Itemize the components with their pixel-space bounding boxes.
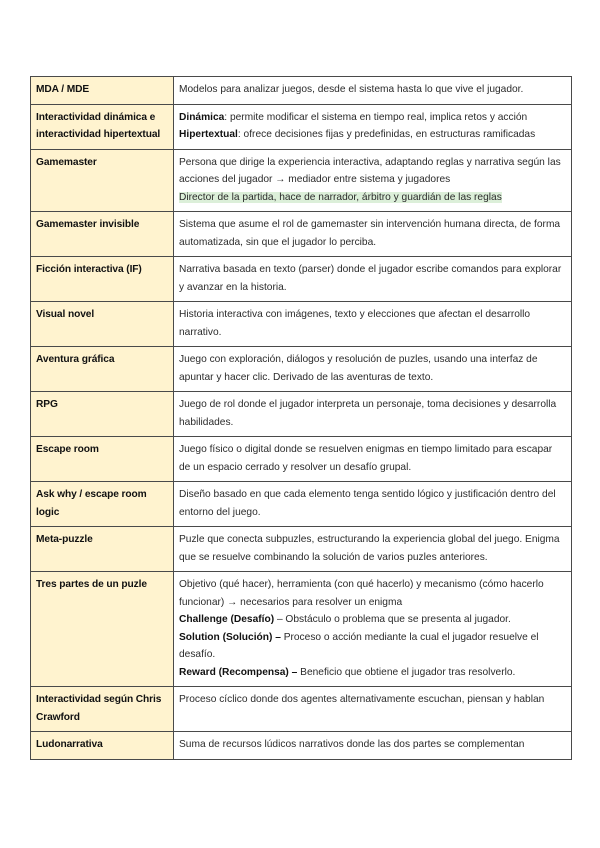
table-row (31, 437, 572, 482)
definition-label: Challenge (Desafío) (179, 614, 275, 625)
definition-label: Solution (Solución) – (179, 631, 281, 643)
term-cell: Gamemaster invisible (31, 212, 174, 257)
table-row (31, 572, 572, 687)
definition-line (179, 126, 566, 144)
term-cell: Interactividad según Chris Crawford (31, 687, 174, 732)
definition-cell (174, 572, 572, 687)
definition-text: : ofrece decisiones fijas y predefinidas, en estructuras ramificadas (237, 129, 536, 140)
definition-text: Objetivo (qué hacer), herramienta (con qué hacerlo) y mecanismo (cómo hacerlo funcionar) → necesarios para resolver un enigma (179, 579, 544, 608)
definition-cell: Suma de recursos lúdicos narrativos donde las dos partes se complementan (174, 732, 572, 760)
table-row (31, 212, 572, 257)
table-row (31, 732, 572, 760)
definition-cell: Juego físico o digital donde se resuelven enigmas en tiempo limitado para escapar de un espacio cerrado y resolver un desafío grupal. (174, 437, 572, 482)
definition-line (179, 611, 566, 629)
table-row (31, 482, 572, 527)
term-cell: Interactividad dinámica e interactividad hipertextual (31, 104, 174, 149)
definition-cell (174, 149, 572, 212)
term-cell: RPG (31, 392, 174, 437)
definition-line (179, 629, 566, 664)
term-cell: MDA / MDE (31, 77, 174, 105)
glossary-table (30, 76, 572, 760)
definition-line (179, 109, 566, 127)
definition-cell: Proceso cíclico donde dos agentes alternativamente escuchan, piensan y hablan (174, 687, 572, 732)
table-row (31, 77, 572, 105)
definition-cell: Historia interactiva con imágenes, texto y elecciones que afectan el desarrollo narrativo. (174, 302, 572, 347)
highlighted-text: Director de la partida, hace de narrador, árbitro y guardián de las reglas (179, 191, 502, 203)
definition-line (179, 664, 566, 682)
table-row (31, 392, 572, 437)
term-cell: Tres partes de un puzle (31, 572, 174, 687)
definition-label: Reward (Recompensa) – (179, 666, 298, 678)
definition-cell: Puzle que conecta subpuzles, estructurando la experiencia global del juego. Enigma que se resuelve combinando la solución de varios puzles anteriores. (174, 527, 572, 572)
definition-label: Dinámica (179, 111, 225, 123)
definition-cell: Diseño basado en que cada elemento tenga sentido lógico y justificación dentro del entorno del juego. (174, 482, 572, 527)
table-row (31, 302, 572, 347)
table-row (31, 527, 572, 572)
definition-text: : permite modificar el sistema en tiempo real, implica retos y acción (224, 111, 528, 123)
definition-text: Persona que dirige la experiencia interactiva, adaptando reglas y narrativa según las acciones del jugador → mediador entre sistema y jugadores (179, 156, 561, 185)
definition-cell: Narrativa basada en texto (parser) donde el jugador escribe comandos para explorar y avanzar en la historia. (174, 257, 572, 302)
table-row (31, 257, 572, 302)
definition-cell: Juego de rol donde el jugador interpreta un personaje, toma decisiones y desarrolla habilidades. (174, 392, 572, 437)
term-cell: Ludonarrativa (31, 732, 174, 760)
term-cell: Aventura gráfica (31, 347, 174, 392)
definition-cell (174, 104, 572, 149)
table-row (31, 149, 572, 212)
term-cell: Ficción interactiva (IF) (31, 257, 174, 302)
table-row (31, 347, 572, 392)
term-cell: Escape room (31, 437, 174, 482)
term-cell: Ask why / escape room logic (31, 482, 174, 527)
definition-text: Beneficio que obtiene el jugador tras resolverlo. (297, 666, 516, 678)
definition-cell: Sistema que asume el rol de gamemaster sin intervención humana directa, de forma automatizada, sin que el jugador lo perciba. (174, 212, 572, 257)
term-cell: Visual novel (31, 302, 174, 347)
definition-label: Hipertextual (179, 129, 238, 140)
table-row (31, 687, 572, 732)
table-row (31, 104, 572, 149)
definition-cell: Modelos para analizar juegos, desde el sistema hasta lo que vive el jugador. (174, 77, 572, 105)
term-cell: Gamemaster (31, 149, 174, 212)
definition-text: – Obstáculo o problema que se presenta al jugador. (274, 614, 511, 625)
definition-text: Proceso o acción mediante la cual el jugador resuelve el desafío. (179, 631, 539, 660)
definition-cell: Juego con exploración, diálogos y resolución de puzles, usando una interfaz de apuntar y hacer clic. Derivado de las aventuras de texto. (174, 347, 572, 392)
term-cell: Meta-puzzle (31, 527, 174, 572)
